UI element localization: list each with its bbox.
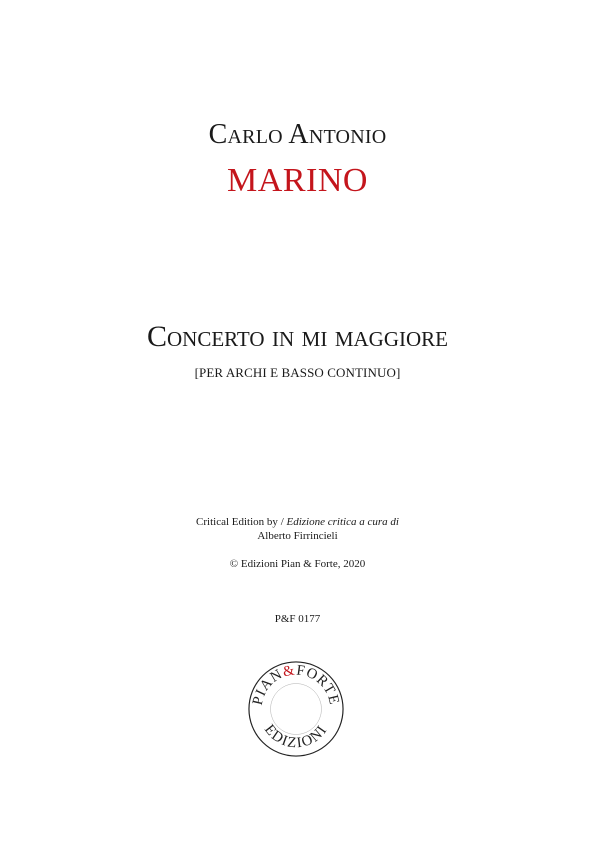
edition-credit-separator: / (280, 516, 284, 528)
seal-bottom-text: EDIZIONI (261, 721, 331, 752)
edition-credit-en: Critical Edition by (196, 516, 278, 528)
composer-first-names: Carlo Antonio (208, 119, 387, 150)
composer-surname: MARINO (227, 162, 368, 199)
editor-name: Alberto Firrincieli (257, 530, 338, 542)
seal-top-text: PIAN&FORTE (249, 662, 343, 707)
seal-inner-ring (271, 684, 322, 735)
instrumentation: [PER ARCHI E BASSO CONTINUO] (194, 365, 401, 380)
edition-credit-it: Edizione critica a cura di (286, 516, 399, 528)
publisher-seal-logo (247, 660, 345, 758)
catalog-number: P&F 0177 (274, 613, 321, 625)
edition-credit-line (0, 515, 595, 529)
copyright-notice: © Edizioni Pian & Forte, 2020 (229, 558, 366, 570)
work-title: Concerto in mi maggiore (146, 320, 449, 353)
